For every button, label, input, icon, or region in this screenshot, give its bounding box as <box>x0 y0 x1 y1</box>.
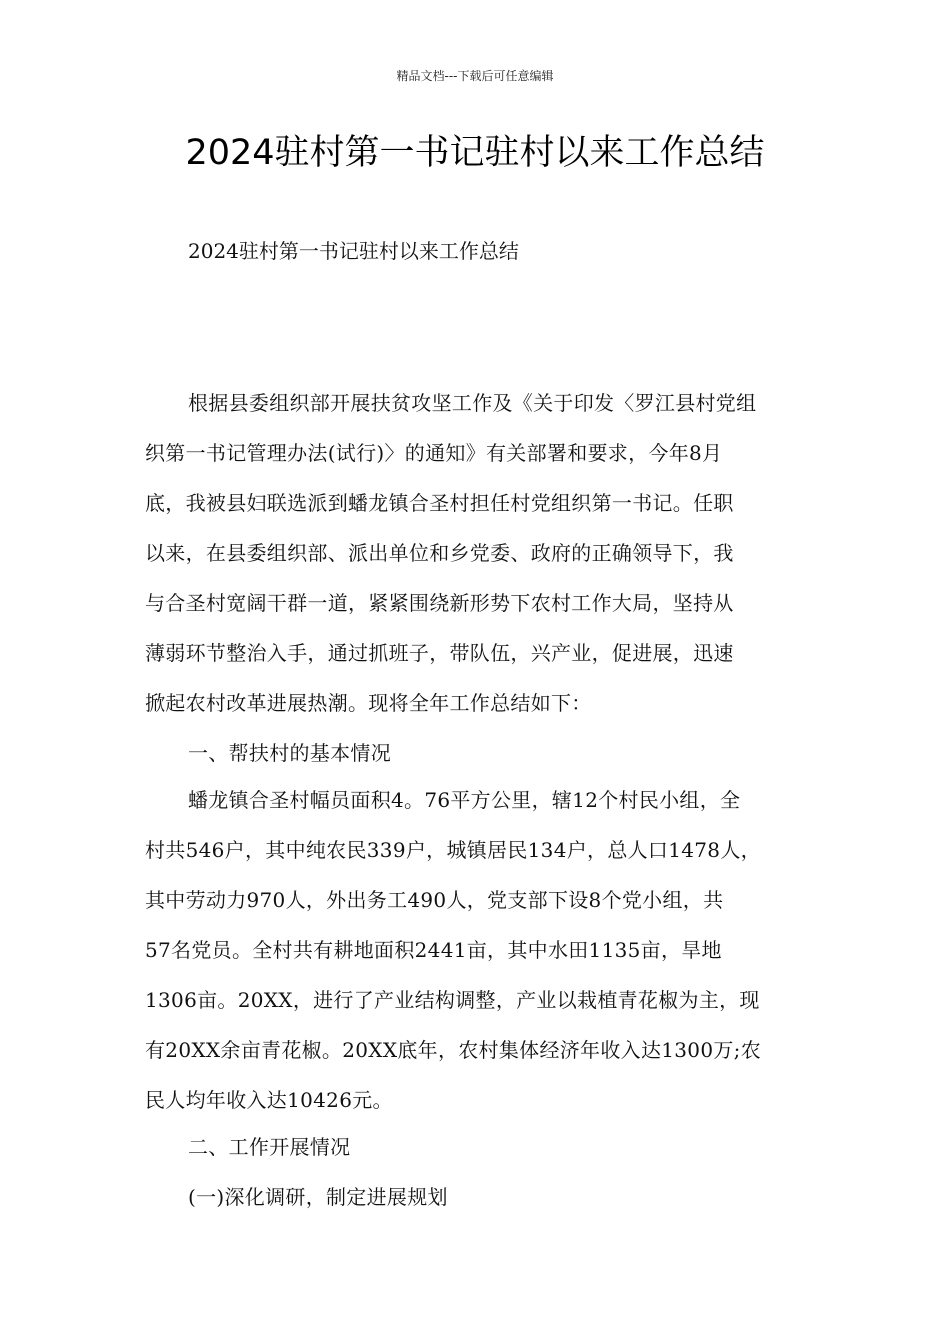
paragraph-line: 蟠龙镇合圣村幅员面积4。76平方公里，辖12个村民小组，全 <box>188 788 741 812</box>
paragraph-basic-info <box>145 775 810 1125</box>
section-heading-1: 一、帮扶村的基本情况 <box>188 741 391 765</box>
paragraph-line: 薄弱环节整治入手，通过抓班子，带队伍，兴产业，促进展，迅速 <box>145 641 734 665</box>
section-heading-2: 二、工作开展情况 <box>188 1135 351 1159</box>
document-title: 2024驻村第一书记驻村以来工作总结 <box>185 133 765 173</box>
paragraph-line: 有20XX余亩青花椒。20XX底年，农村集体经济年收入达1300万;农 <box>145 1038 761 1062</box>
paragraph-intro <box>145 378 810 778</box>
paragraph-line: 根据县委组织部开展扶贫攻坚工作及《关于印发〈罗江县村党组 <box>188 391 757 415</box>
paragraph-line: 其中劳动力970人，外出务工490人，党支部下设8个党小组，共 <box>145 888 724 912</box>
subsection-heading: (一)深化调研，制定进展规划 <box>188 1185 448 1209</box>
paragraph-line: 底，我被县妇联选派到蟠龙镇合圣村担任村党组织第一书记。任职 <box>145 491 734 515</box>
paragraph-line: 1306亩。20XX，进行了产业结构调整，产业以栽植青花椒为主，现 <box>145 988 760 1012</box>
section-work <box>145 1122 810 1222</box>
paragraph-line: 掀起农村改革进展热潮。现将全年工作总结如下： <box>145 691 592 715</box>
paragraph-line: 织第一书记管理办法(试行)〉的通知》有关部署和要求，今年8月 <box>145 441 723 465</box>
paragraph-line: 民人均年收入达10426元。 <box>145 1088 393 1112</box>
paragraph-line: 与合圣村宽阔干群一道，紧紧围绕新形势下农村工作大局，坚持从 <box>145 591 734 615</box>
page-header-note: 精品文档---下载后可任意编辑 <box>396 69 554 83</box>
paragraph-line: 以来，在县委组织部、派出单位和乡党委、政府的正确领导下，我 <box>145 541 734 565</box>
paragraph-line: 村共546户，其中纯农民339户，城镇居民134户，总人口1478人， <box>145 838 761 862</box>
document-subtitle: 2024驻村第一书记驻村以来工作总结 <box>188 239 519 263</box>
paragraph-line: 57名党员。全村共有耕地面积2441亩，其中水田1135亩，旱地 <box>145 938 722 962</box>
